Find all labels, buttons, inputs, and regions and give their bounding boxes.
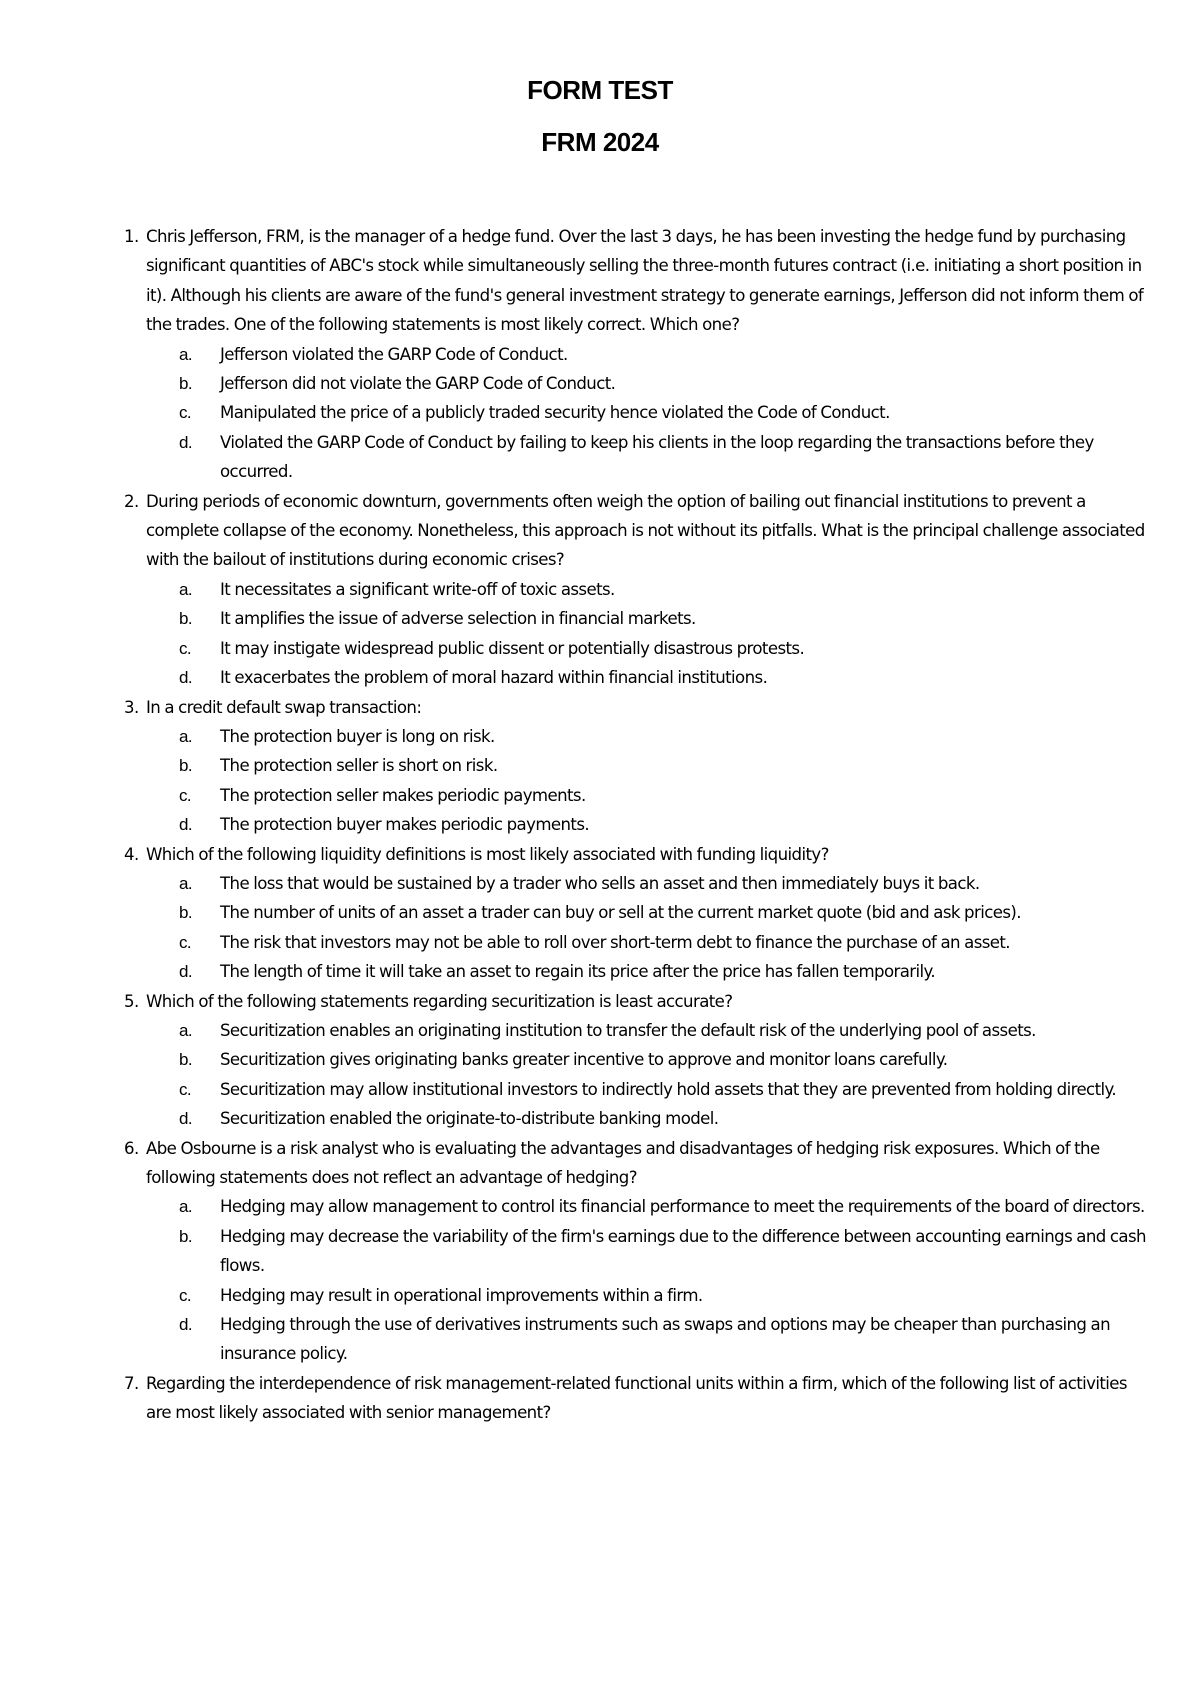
answer-option [179,898,1150,927]
question-number: 1. [124,227,139,246]
option-text: Hedging may allow management to control its financial performance to meet the requirements of the board of directors. [220,1197,1145,1217]
option-text: Manipulated the price of a publicly traded security hence violated the Code of Conduct. [220,403,890,423]
question-text: Which of the following liquidity definitions is most likely associated with funding liquidity? [146,844,829,864]
question-text: During periods of economic downturn, governments often weigh the option of bailing out financial institutions to prevent a complete collapse of the economy. Nonetheless, this approach is not without its pitfalls. What is the principal challenge associated with the bailout of institutions during economic crises? [146,491,1145,570]
option-text: It amplifies the issue of adverse selection in financial markets. [220,609,696,629]
question-text: In a credit default swap transaction: [146,697,422,717]
answer-option [179,1281,1150,1310]
option-letter: b. [179,903,192,923]
answer-option [179,781,1150,810]
question-item [110,1134,1150,1369]
answer-option [179,1104,1150,1133]
question-number: 6. [124,1138,139,1158]
option-text: The protection buyer is long on risk. [220,726,495,746]
document-title [0,72,1200,160]
answer-option [179,751,1150,780]
option-letter: c. [179,932,192,952]
option-letter: d. [179,962,192,982]
option-text: The length of time it will take an asset to regain its price after the price has fallen temporarily. [220,962,936,982]
option-text: Hedging may decrease the variability of the firm's earnings due to the difference between accounting earnings and cash flows. [220,1226,1146,1276]
answer-option [179,634,1150,663]
option-text: Securitization enables an originating institution to transfer the default risk of the underlying pool of assets. [220,1020,1036,1040]
question-text: Which of the following statements regarding securitization is least accurate? [146,991,733,1011]
option-text: Jefferson did not violate the GARP Code of Conduct. [220,374,616,394]
answer-option [179,428,1150,487]
option-letter: b. [179,374,192,394]
answer-option [179,722,1150,751]
option-letter: a. [179,726,192,746]
question-item [110,1369,1150,1428]
option-letter: a. [179,873,192,893]
title-line-1: FORM TEST [527,75,673,105]
answer-option [179,869,1150,898]
option-letter: b. [179,1050,192,1070]
question-number: 2. [124,491,139,511]
option-letter: b. [179,1226,192,1246]
option-letter: d. [179,1315,192,1335]
option-text: The loss that would be sustained by a trader who sells an asset and then immediately buys it back. [220,873,980,893]
question-text: Abe Osbourne is a risk analyst who is evaluating the advantages and disadvantages of hedging risk exposures. Which of the following statements does not reflect an advantage of hedging? [146,1138,1100,1187]
option-letter: c. [179,1285,192,1305]
question-number: 7. [124,1373,139,1393]
option-text: The protection seller is short on risk. [220,756,498,776]
option-letter: a. [179,1020,192,1040]
answer-option [179,340,1150,369]
answer-options [146,1016,1150,1134]
question-item [110,693,1150,840]
question-item [110,222,1150,487]
answer-option [179,369,1150,398]
option-letter: a. [179,1197,192,1217]
option-text: Hedging may result in operational improvements within a firm. [220,1285,703,1305]
answer-option [179,604,1150,633]
answer-option [179,1016,1150,1045]
option-text: Jefferson violated the GARP Code of Conduct. [220,344,568,364]
answer-options [146,340,1150,487]
option-text: Securitization enabled the originate-to-distribute banking model. [220,1109,719,1129]
question-number: 4. [124,844,139,864]
answer-option [179,1075,1150,1104]
answer-options [146,722,1150,840]
question-list [110,222,1150,1428]
option-letter: d. [179,1109,192,1129]
question-number: 5. [124,991,139,1011]
option-letter: a. [179,344,192,364]
answer-options [146,575,1150,693]
title-line-2: FRM 2024 [541,127,659,157]
question-text: Chris Jefferson, FRM, is the manager of a hedge fund. Over the last 3 days, he has been investing the hedge fund by purchasing significant quantities of ABC's stock while simultaneously selling the three-month futures contract (i.e. initiating a short position in it). Although his clients are aware of the fund's general investment strategy to generate earnings, Jefferson did not inform them of the trades. One of the following statements is most likely correct. Which one? [146,227,1144,335]
option-text: The number of units of an asset a trader can buy or sell at the current market quote (bid and ask prices). [220,903,1021,923]
question-item [110,987,1150,1134]
option-text: Securitization may allow institutional investors to indirectly hold assets that they are prevented from holding directly. [220,1079,1117,1099]
answer-option [179,1045,1150,1074]
option-text: Hedging through the use of derivatives instruments such as swaps and options may be cheaper than purchasing an insurance policy. [220,1315,1111,1364]
answer-option [179,575,1150,604]
answer-options [146,869,1150,987]
question-text: Regarding the interdependence of risk management-related functional units within a firm, which of the following list of activities are most likely associated with senior management? [146,1373,1127,1423]
question-number: 3. [124,697,139,717]
option-letter: c. [179,638,192,658]
option-text: The protection buyer makes periodic payments. [220,815,590,835]
option-text: It may instigate widespread public dissent or potentially disastrous protests. [220,638,805,658]
question-item [110,487,1150,693]
option-text: Violated the GARP Code of Conduct by failing to keep his clients in the loop regarding the transactions before they occurred. [220,432,1094,482]
option-text: Securitization gives originating banks greater incentive to approve and monitor loans carefully. [220,1050,948,1070]
option-text: The protection seller makes periodic payments. [220,785,586,805]
option-letter: a. [179,579,192,599]
answer-option [179,1310,1150,1369]
answer-option [179,928,1150,957]
answer-option [179,810,1150,839]
option-text: It necessitates a significant write-off of toxic assets. [220,579,615,599]
option-letter: d. [179,668,192,688]
option-text: The risk that investors may not be able to roll over short-term debt to finance the purchase of an asset. [220,932,1010,952]
answer-option [179,1192,1150,1221]
option-letter: d. [179,815,192,835]
option-letter: c. [179,1079,192,1099]
option-letter: b. [179,756,192,776]
option-letter: c. [179,403,192,423]
option-text: It exacerbates the problem of moral hazard within financial institutions. [220,668,768,688]
answer-option [179,957,1150,986]
answer-option [179,663,1150,692]
option-letter: d. [179,432,192,452]
answer-option [179,398,1150,427]
question-item [110,840,1150,987]
answer-option [179,1222,1150,1281]
answer-options [146,1192,1150,1368]
option-letter: c. [179,785,192,805]
option-letter: b. [179,609,192,629]
